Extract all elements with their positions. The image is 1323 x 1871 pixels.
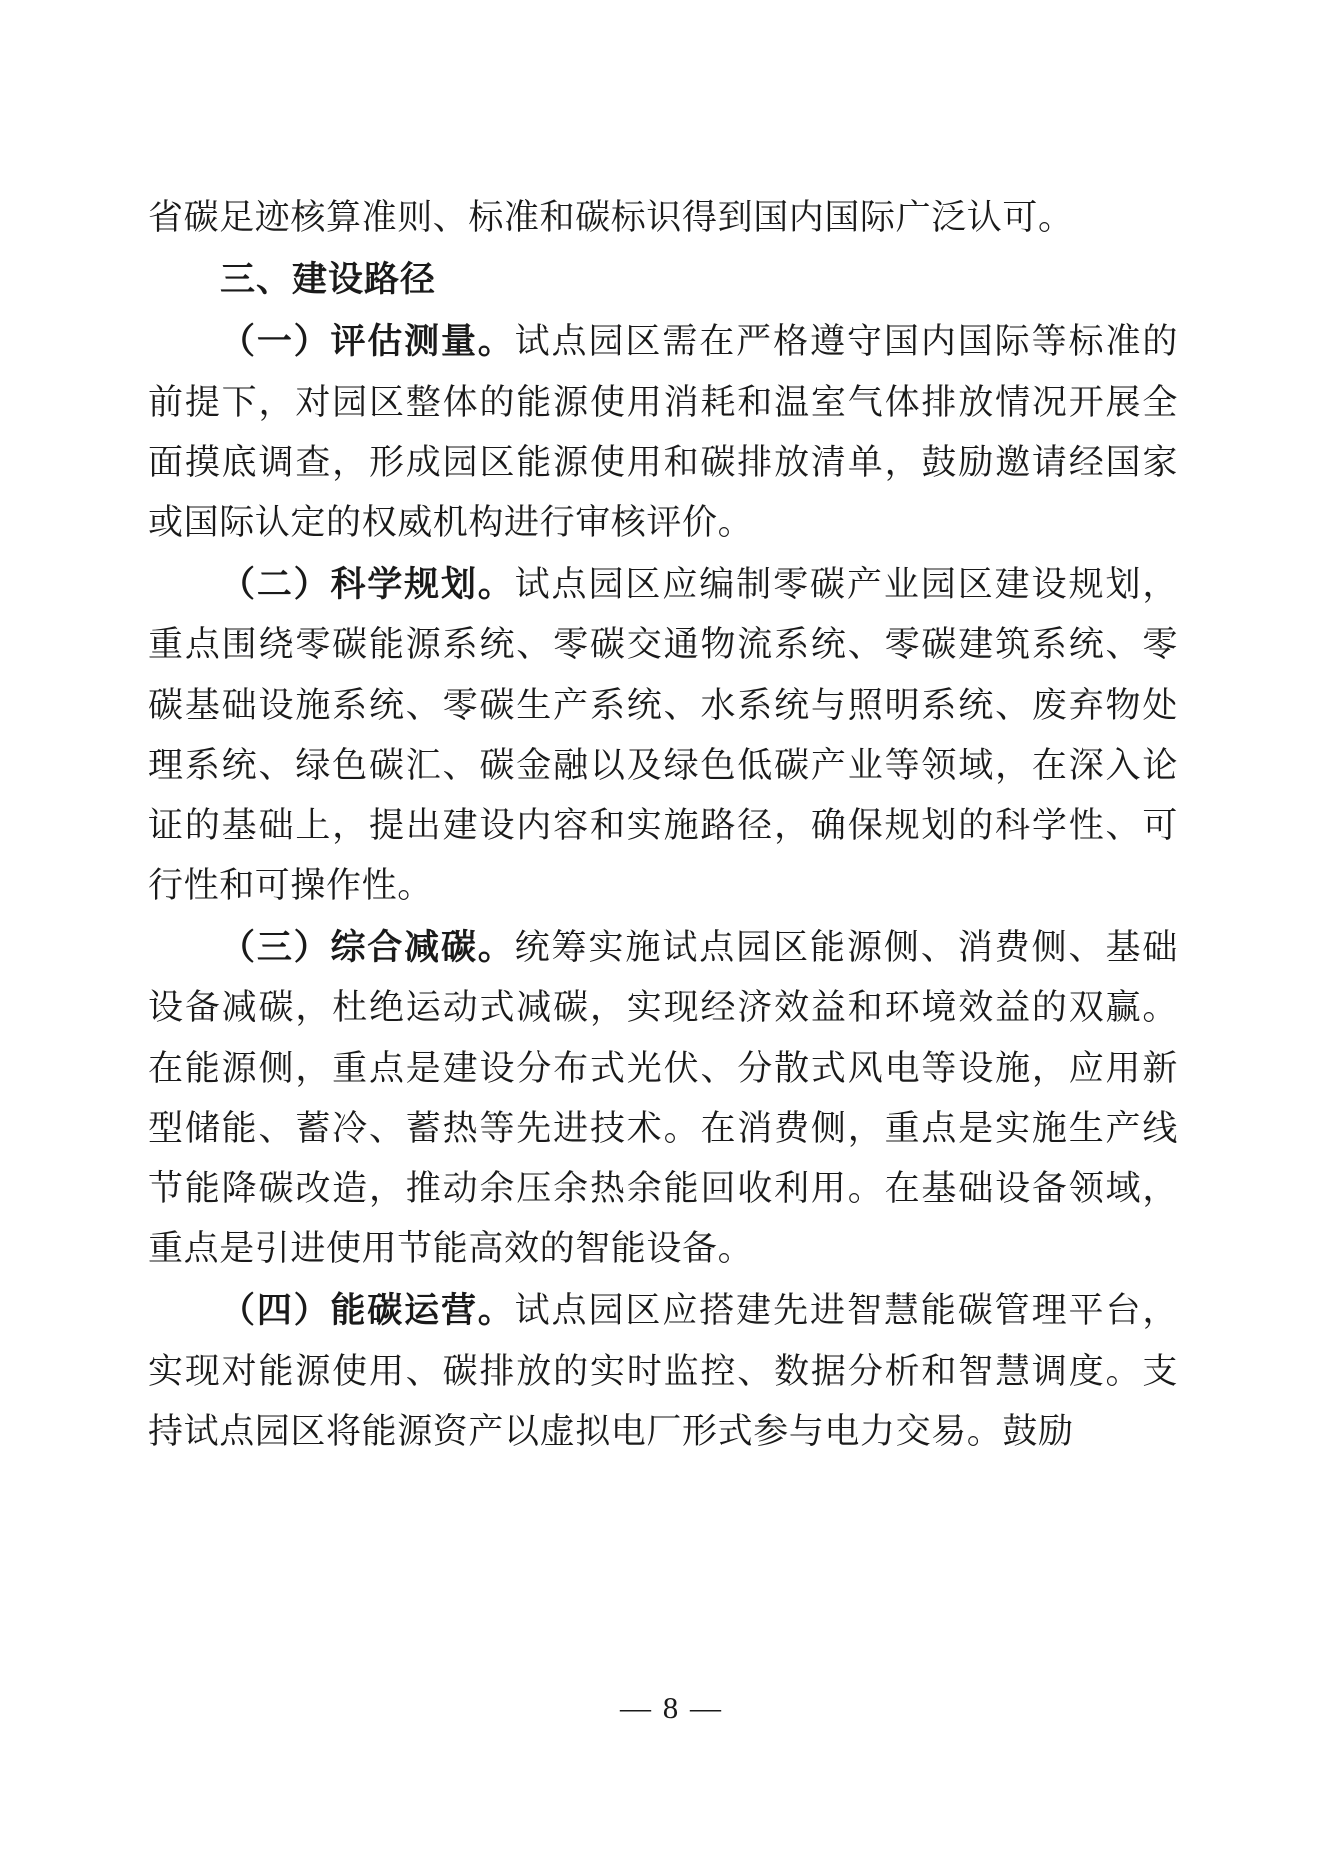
list-item-two xyxy=(148,555,1178,916)
paragraph-continuation: 省碳足迹核算准则、标准和碳标识得到国内国际广泛认可。 xyxy=(148,198,1074,237)
page-number-text: — 8 — xyxy=(620,1690,723,1725)
list-item-four xyxy=(148,1281,1178,1462)
section-heading-three: 三、建设路径 xyxy=(220,260,437,300)
list-item-four-text: 试点园区应搭建先进智慧能碳管理平台，实现对能源使用、碳排放的实时监控、数据分析和智慧调度。支持试点园区将能源资产以虚拟电厂形式参与电力交易。鼓励 xyxy=(148,1291,1178,1451)
list-item-two-text: 试点园区应编制零碳产业园区建设规划，重点围绕零碳能源系统、零碳交通物流系统、零碳建筑系统、零碳基础设施系统、零碳生产系统、水系统与照明系统、废弃物处理系统、绿色碳汇、碳金融以及绿色低碳产业等领域，在深入论证的基础上，提出建设内容和实施路径，确保规划的科学性、可行性和可操作性。 xyxy=(148,565,1178,906)
page-body xyxy=(148,188,1178,1464)
list-item-two-label: （二）科学规划。 xyxy=(220,565,515,605)
list-item-one xyxy=(148,312,1178,553)
list-item-three xyxy=(148,918,1178,1279)
list-item-one-label: （一）评估测量。 xyxy=(220,322,515,362)
list-item-four-label: （四）能碳运营。 xyxy=(220,1291,515,1331)
list-item-one-text: 试点园区需在严格遵守国内国际等标准的前提下，对园区整体的能源使用消耗和温室气体排放情况开展全面摸底调查，形成园区能源使用和碳排放清单，鼓励邀请经国家或国际认定的权威机构进行审核评价。 xyxy=(148,322,1178,542)
list-item-three-text: 统筹实施试点园区能源侧、消费侧、基础设备减碳，杜绝运动式减碳，实现经济效益和环境效益的双赢。在能源侧，重点是建设分布式光伏、分散式风电等设施，应用新型储能、蓄冷、蓄热等先进技术。在消费侧，重点是实施生产线节能降碳改造，推动余压余热余能回收利用。在基础设备领域，重点是引进使用节能高效的智能设备。 xyxy=(148,928,1178,1269)
page-number xyxy=(0,1690,1323,1726)
list-item-three-label: （三）综合减碳。 xyxy=(220,928,515,968)
